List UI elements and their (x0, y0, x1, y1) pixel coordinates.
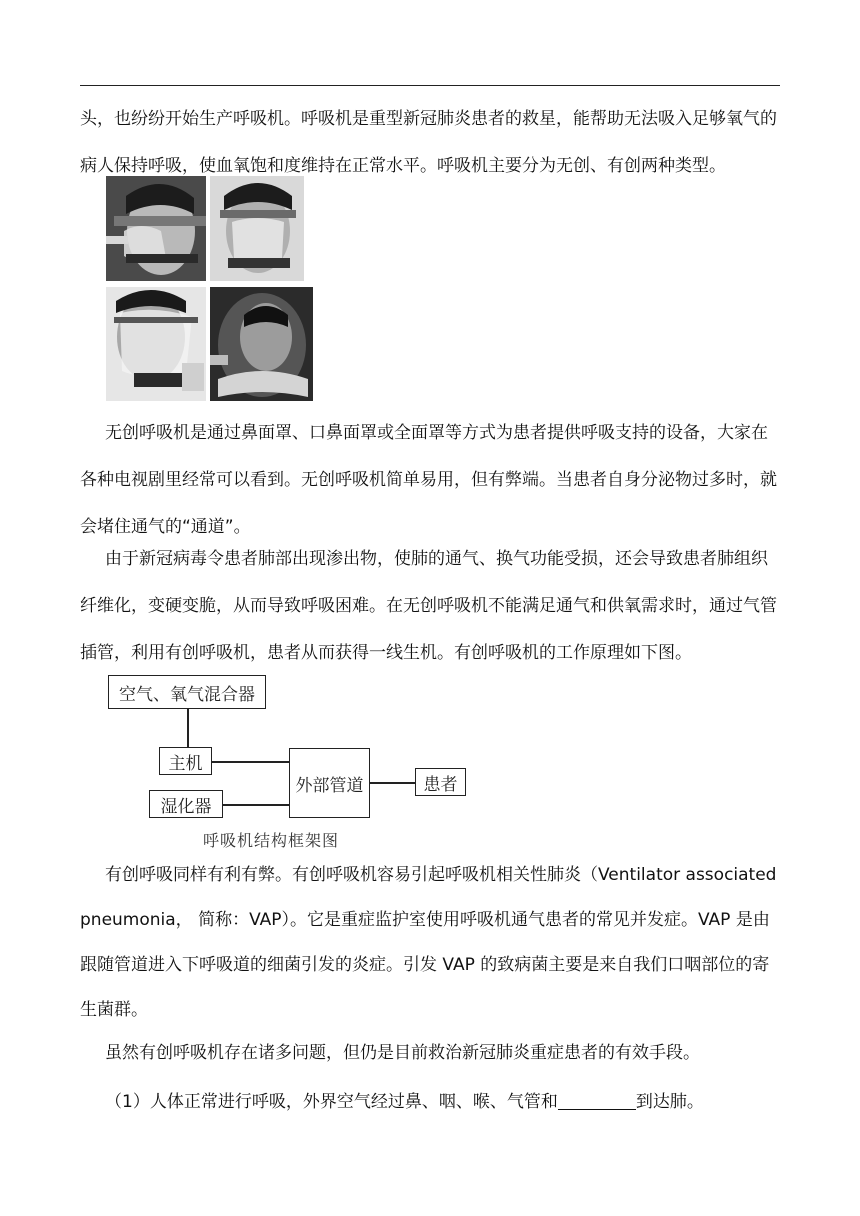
host-box: 主机 (159, 747, 212, 775)
pipe-to-patient-line (370, 782, 415, 784)
paragraph-vap: 有创呼吸同样有利有弊。有创呼吸机容易引起呼吸机相关性肺炎（Ventilator associated pneumonia， 简称：VAP）。它是重症监护室使用呼吸机通气患者的常见并发症。VAP 是由跟随管道进入下呼吸道的细菌引发的炎症。引发 VAP 的致病菌主要是来自我们口咽部位的寄生菌群。 (80, 865, 777, 1020)
photo-oronasal-mask (210, 176, 304, 281)
patient-box: 患者 (415, 768, 466, 796)
header-rule (80, 85, 780, 86)
photo-nasal-mask (106, 176, 206, 281)
paragraph-invasive: 由于新冠病毒令患者肺部出现渗出物，使肺的通气、换气功能受损，还会导致患者肺组织纤维化，变硬变脆，从而导致呼吸困难。在无创呼吸机不能满足通气和供氧需求时，通过气管插管，利用有创呼吸机，患者从而获得一线生机。有创呼吸机的工作原理如下图。 (80, 549, 777, 663)
question-1-text-end: 到达肺。 (635, 1092, 704, 1112)
paragraph-noninvasive: 无创呼吸机是通过鼻面罩、口鼻面罩或全面罩等方式为患者提供呼吸支持的设备，大家在各种电视剧里经常可以看到。无创呼吸机简单易用，但有弊端。当患者自身分泌物过多时，就会堵住通气的“通道”。 (80, 423, 777, 537)
mixer-to-host-line (187, 709, 189, 747)
pipe-box: 外部管道 (289, 748, 370, 818)
paragraph-intro: 头，也纷纷开始生产呼吸机。呼吸机是重型新冠肺炎患者的救星，能帮助无法吸入足够氧气的病人保持呼吸，使血氧饱和度维持在正常水平。呼吸机主要分为无创、有创两种类型。 (80, 109, 777, 176)
paragraph-conclusion: 虽然有创呼吸机存在诸多问题，但仍是目前救治新冠肺炎重症患者的有效手段。 (105, 1043, 700, 1063)
question-1-text: （1）人体正常进行呼吸，外界空气经过鼻、咽、喉、气管和 (105, 1092, 558, 1112)
host-to-pipe-line (212, 761, 289, 763)
answer-blank[interactable] (558, 1091, 636, 1110)
photo-full-face-mask (106, 287, 206, 401)
ventilator-structure-diagram (100, 670, 480, 852)
diagram-caption: 呼吸机结构框架图 (203, 831, 340, 850)
mixer-box: 空气、氧气混合器 (108, 675, 266, 709)
photo-helmet (210, 287, 313, 401)
question-1 (80, 1082, 780, 1122)
humidifier-box: 湿化器 (149, 790, 223, 818)
humidifier-to-pipe-line (223, 804, 289, 806)
